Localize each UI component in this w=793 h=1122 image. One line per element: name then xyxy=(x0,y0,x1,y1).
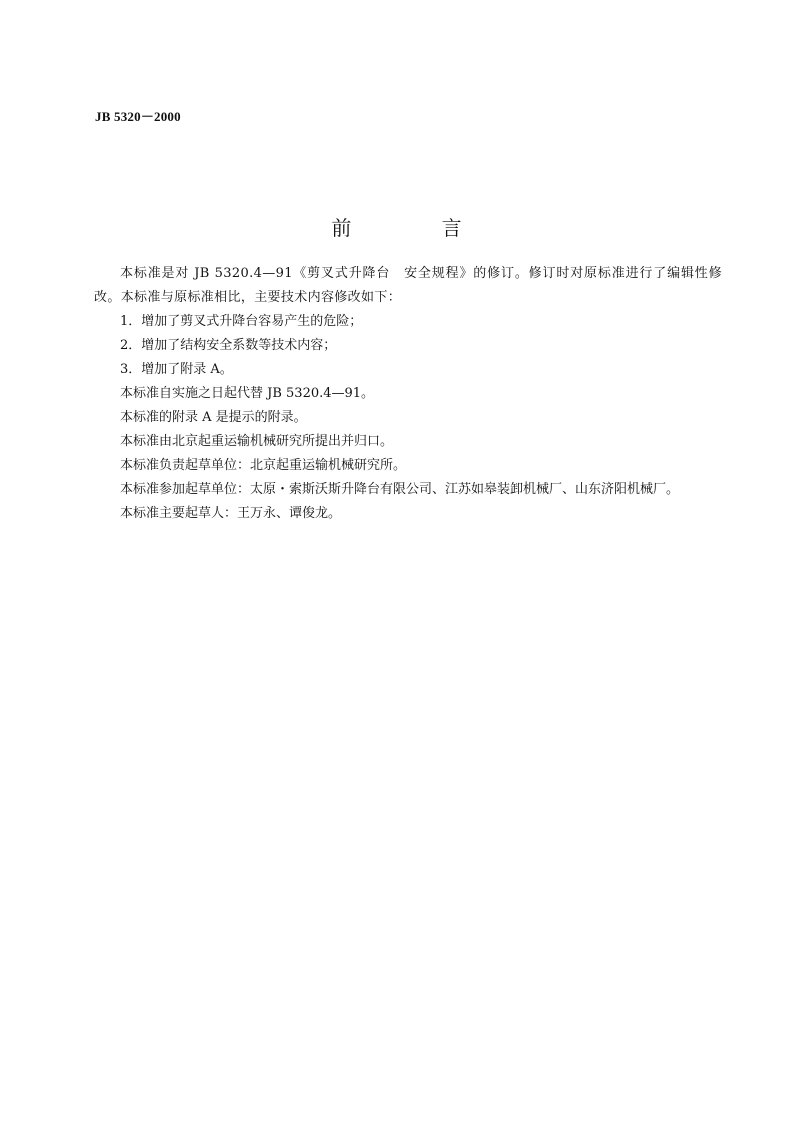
paragraph-participants: 本标准参加起草单位：太原・索斯沃斯升降台有限公司、江苏如皋装卸机械厂、山东济阳机械厂。 xyxy=(120,482,680,497)
paragraph-lead-drafter: 本标准负责起草单位：北京起重运输机械研究所。 xyxy=(120,458,407,473)
paragraph-revision-summary: 本标准是对 JB 5320.4—91《剪叉式升降台 安全规程》的修订。修订时对原标准进行了编辑性修改。本标准与原标准相比，主要技术内容修改如下： xyxy=(94,266,722,305)
paragraph-proposer: 本标准由北京起重运输机械研究所提出并归口。 xyxy=(120,434,394,449)
page-title: 前 言 xyxy=(331,216,504,240)
paragraph-change-2: 2．增加了结构安全系数等技术内容； xyxy=(120,338,337,353)
paragraph-appendix: 本标准的附录 A 是提示的附录。 xyxy=(120,410,307,425)
document-code: JB 5320－2000 xyxy=(95,109,181,124)
paragraph-change-3: 3．增加了附录 A。 xyxy=(120,362,233,377)
paragraph-authors: 本标准主要起草人：王万永、谭俊龙。 xyxy=(120,506,342,521)
foreword-body xyxy=(94,262,722,526)
paragraph-change-1: 1．增加了剪叉式升降台容易产生的危险； xyxy=(120,314,363,329)
paragraph-replaces: 本标准自实施之日起代替 JB 5320.4—91。 xyxy=(120,386,375,401)
